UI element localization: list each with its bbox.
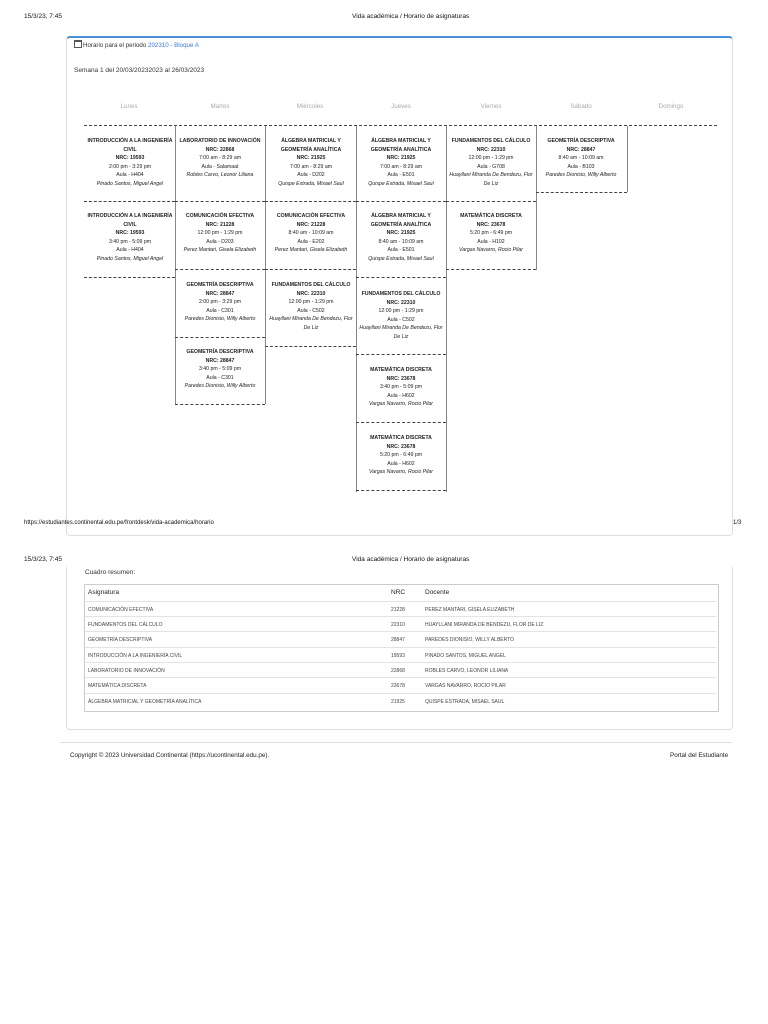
class-nrc: NRC: 21228 — [296, 221, 326, 228]
class-block[interactable] — [176, 348, 264, 391]
column-divider — [265, 126, 266, 404]
class-title: MATEMÁTICA DISCRETA — [460, 213, 522, 219]
class-nrc: NRC: 21925 — [386, 155, 416, 162]
class-nrc: NRC: 28847 — [566, 146, 596, 153]
class-time: 7:00 am - 8:29 am — [198, 155, 242, 162]
table-header — [85, 585, 716, 600]
class-nrc: NRC: 22310 — [296, 290, 326, 297]
class-room: Aula - D203 — [206, 238, 234, 245]
class-time: 8:40 am - 10:09 am — [558, 155, 604, 162]
period-link[interactable]: 202310 - Bloque A — [148, 42, 199, 49]
class-nrc: NRC: 22310 — [386, 299, 416, 306]
cell-asignatura: GEOMETRÍA DESCRIPTIVA — [88, 637, 153, 643]
class-block[interactable] — [357, 212, 445, 264]
class-block[interactable] — [176, 281, 264, 324]
slot-divider — [265, 346, 356, 347]
class-room: Aula - H404 — [116, 172, 144, 179]
class-professor: Paredes Dionisio, Willy Alberto — [545, 172, 617, 179]
table-row — [85, 662, 716, 678]
class-professor: Pinado Santos, Miguel Angel — [96, 180, 164, 187]
print-timestamp: 15/3/23, 7:45 — [24, 13, 62, 20]
class-room: Aula - C301 — [206, 307, 234, 314]
class-room: Aula - D202 — [297, 172, 325, 179]
class-professor: Perez Mantari, Gisela Elizabeth — [183, 247, 257, 254]
class-professor: Robles Carvo, Leonor Liliana — [186, 172, 254, 179]
class-block[interactable] — [86, 212, 174, 264]
class-time: 3:40 pm - 5:09 pm — [108, 238, 152, 245]
class-nrc: NRC: 23678 — [476, 221, 506, 228]
slot-divider — [265, 269, 356, 270]
class-professor: Vargas Navarro, Rocio Pilar — [458, 247, 524, 254]
class-title: ÁLGEBRA MATRICIAL Y GEOMETRÍA ANALÍTICA — [370, 213, 432, 228]
class-room: Aula - C502 — [387, 316, 415, 323]
class-room: Aula - B103 — [567, 163, 595, 170]
class-room: Aula - Salamaat — [201, 163, 239, 170]
class-room: Aula - H602 — [387, 460, 415, 467]
slot-divider — [356, 490, 446, 491]
period-prefix: Horario para el periodo — [83, 42, 147, 49]
slot-divider — [175, 269, 265, 270]
class-time: 12:00 pm - 1:29 pm — [468, 155, 514, 162]
cell-docente: PINADO SANTOS, MIGUEL ANGEL — [425, 653, 506, 659]
class-nrc: NRC: 23678 — [386, 375, 416, 382]
class-block[interactable] — [176, 212, 264, 255]
class-time: 8:40 am - 10:09 am — [288, 230, 334, 237]
slot-divider — [175, 404, 265, 405]
class-block[interactable] — [357, 290, 445, 342]
class-nrc: NRC: 23678 — [386, 443, 416, 450]
day-header: Jueves — [391, 103, 411, 110]
cell-docente: VARGAS NAVARRO, ROCIO PILAR — [425, 683, 506, 689]
cell-docente: QUISPE ESTRADA, MISAEL SAUL — [425, 699, 505, 705]
class-room: Aula - H102 — [477, 238, 505, 245]
print-url: https://estudiantes.continental.edu.pe/frontdesk/vida-academica/horario — [24, 520, 214, 526]
class-professor: Vargas Navarro, Rocio Pilar — [368, 401, 434, 408]
class-nrc: NRC: 28847 — [205, 290, 235, 297]
table-row — [85, 693, 716, 709]
cell-nrc: 19593 — [391, 653, 405, 659]
class-time: 12:00 pm - 1:29 pm — [288, 299, 334, 306]
class-nrc: NRC: 28847 — [205, 357, 235, 364]
class-title: FUNDAMENTOS DEL CÁLCULO — [451, 138, 531, 144]
schedule-card-title — [74, 40, 199, 49]
class-nrc: NRC: 19593 — [115, 230, 145, 237]
class-block[interactable] — [267, 212, 355, 255]
class-room: Aula - H404 — [116, 247, 144, 254]
class-professor: Huayllani Miranda De Bendezu, Flor De Liz — [359, 325, 443, 340]
day-header: Domingo — [658, 103, 684, 110]
cell-asignatura: COMUNICACIÓN EFECTIVA — [88, 607, 154, 613]
print-doc-title: Vida académica / Horario de asignaturas — [352, 13, 470, 20]
class-professor: Pinado Santos, Miguel Angel — [96, 255, 164, 262]
class-time: 7:00 am - 8:29 am — [289, 163, 333, 170]
class-nrc: NRC: 19593 — [115, 155, 145, 162]
column-header: Docente — [425, 589, 450, 596]
class-professor: Perez Mantari, Gisela Elizabeth — [274, 247, 348, 254]
class-title: ÁLGEBRA MATRICIAL Y GEOMETRÍA ANALÍTICA — [280, 138, 342, 153]
class-professor: Paredes Dionisio, Willy Alberto — [184, 383, 256, 390]
slot-divider — [265, 201, 356, 202]
class-block[interactable] — [357, 137, 445, 189]
cell-asignatura: FUNDAMENTOS DEL CÁLCULO — [88, 622, 163, 628]
class-professor: Paredes Dionisio, Willy Alberto — [184, 316, 256, 323]
class-professor: Huayllani Miranda De Bendezu, Flor De Liz — [449, 172, 533, 187]
day-header: Viernes — [480, 103, 502, 110]
table-row — [85, 677, 716, 693]
class-time: 12:00 pm - 1:29 pm — [197, 230, 243, 237]
class-title: INTRODUCCIÓN A LA INGENIERÍA CIVIL — [87, 138, 173, 153]
day-header: Sábado — [570, 103, 592, 110]
table-row — [85, 647, 716, 663]
cell-nrc: 21925 — [391, 699, 405, 705]
class-block[interactable] — [86, 137, 174, 189]
class-block[interactable] — [267, 137, 355, 189]
class-nrc: NRC: 22310 — [476, 146, 506, 153]
day-header: Miércoles — [296, 103, 324, 110]
class-title: COMUNICACIÓN EFECTIVA — [276, 213, 346, 219]
slot-divider — [356, 277, 446, 278]
cell-docente: HUAYLLANI MIRANDA DE BENDEZU, FLOR DE LIZ — [425, 622, 544, 628]
cell-asignatura: MATEMÁTICA DISCRETA — [88, 683, 147, 689]
page-number: 1/3 — [733, 520, 742, 526]
class-room: Aula - C502 — [297, 307, 325, 314]
cell-asignatura: LABORATORIO DE INNOVACIÓN — [88, 668, 165, 674]
class-time: 3:40 pm - 5:09 pm — [379, 384, 423, 391]
week-label: Semana 1 del 20/03/20232023 al 26/03/2023 — [74, 67, 205, 74]
class-nrc: NRC: 21228 — [205, 221, 235, 228]
slot-divider — [446, 269, 536, 270]
cell-asignatura: INTRODUCCIÓN A LA INGENIERÍA CIVIL — [88, 653, 183, 659]
class-block[interactable] — [267, 281, 355, 333]
class-time: 7:00 am - 8:29 am — [379, 163, 423, 170]
cell-nrc: 28847 — [391, 637, 405, 643]
class-block[interactable] — [537, 137, 625, 180]
cell-asignatura: ÁLGEBRA MATRICIAL Y GEOMETRÍA ANALÍTICA — [88, 699, 202, 705]
slot-divider — [84, 277, 175, 278]
slot-divider — [446, 201, 536, 202]
summary-title: Cuadro resumen: — [85, 569, 136, 576]
cell-nrc: 22868 — [391, 668, 405, 674]
class-title: INTRODUCCIÓN A LA INGENIERÍA CIVIL — [87, 213, 173, 228]
class-block[interactable] — [357, 434, 445, 477]
schedule-top-divider — [84, 125, 717, 126]
portal-link[interactable]: Portal del Estudiante — [670, 752, 729, 759]
day-header: Martes — [210, 103, 230, 110]
cell-docente: PEREZ MANTARI, GISELA ELIZABETH — [425, 607, 515, 613]
class-professor: Huayllani Miranda De Bendezu, Flor De Liz — [269, 316, 353, 331]
class-title: COMUNICACIÓN EFECTIVA — [185, 213, 255, 219]
class-block[interactable] — [357, 366, 445, 409]
column-divider — [627, 126, 628, 192]
class-room: Aula - G708 — [477, 163, 505, 170]
slot-divider — [84, 201, 175, 202]
class-time: 3:40 pm - 5:09 pm — [198, 366, 242, 373]
class-title: LABORATORIO DE INNOVACIÓN — [179, 138, 261, 144]
slot-divider — [175, 201, 265, 202]
class-professor: Quispe Estrada, Misael Saul — [368, 255, 434, 262]
cell-docente: ROBLES CARVO, LEONOR LILIANA — [425, 668, 509, 674]
class-time: 5:20 pm - 6:49 pm — [379, 452, 423, 459]
class-nrc: NRC: 21925 — [296, 155, 326, 162]
class-professor: Quispe Estrada, Misael Saul — [278, 180, 344, 187]
class-nrc: NRC: 22868 — [205, 146, 235, 153]
day-header: Lunes — [120, 103, 138, 110]
calendar-icon — [74, 40, 82, 48]
print-doc-title: Vida académica / Horario de asignaturas — [352, 556, 470, 563]
class-room: Aula - E202 — [297, 238, 325, 245]
class-room: Aula - E501 — [387, 247, 415, 254]
cell-docente: PAREDES DIONISIO, WILLY ALBERTO — [425, 637, 515, 643]
copyright-text: Copyright © 2023 Universidad Continental (https://ucontinental.edu.pe). — [70, 752, 270, 759]
table-row — [85, 631, 716, 647]
class-professor: Quispe Estrada, Misael Saul — [368, 180, 434, 187]
class-title: GEOMETRÍA DESCRIPTIVA — [186, 349, 254, 355]
column-header: Asignatura — [88, 589, 120, 596]
class-title: MATEMÁTICA DISCRETA — [370, 435, 432, 441]
class-room: Aula - E501 — [387, 172, 415, 179]
footer-divider — [60, 742, 732, 743]
slot-divider — [356, 422, 446, 423]
slot-divider — [356, 201, 446, 202]
class-block[interactable] — [447, 137, 535, 189]
class-title: GEOMETRÍA DESCRIPTIVA — [547, 138, 615, 144]
table-row — [85, 601, 716, 617]
class-title: ÁLGEBRA MATRICIAL Y GEOMETRÍA ANALÍTICA — [370, 138, 432, 153]
class-title: GEOMETRÍA DESCRIPTIVA — [186, 282, 254, 288]
cell-nrc: 21228 — [391, 607, 405, 613]
cell-nrc: 22310 — [391, 622, 405, 628]
class-time: 2:00 pm - 3:29 pm — [198, 299, 242, 306]
class-block[interactable] — [176, 137, 264, 180]
slot-divider — [175, 337, 265, 338]
class-time: 5:20 pm - 6:49 pm — [469, 230, 513, 237]
class-title: FUNDAMENTOS DEL CÁLCULO — [361, 291, 441, 297]
column-header: NRC — [391, 589, 406, 596]
class-time: 2:00 pm - 3:29 pm — [108, 163, 152, 170]
class-professor: Vargas Navarro, Rocio Pilar — [368, 469, 434, 476]
slot-divider — [536, 192, 627, 193]
cell-nrc: 23678 — [391, 683, 405, 689]
class-time: 12:00 pm - 1:29 pm — [378, 308, 424, 315]
class-title: MATEMÁTICA DISCRETA — [370, 367, 432, 373]
print-timestamp: 15/3/23, 7:45 — [24, 556, 62, 563]
slot-divider — [356, 354, 446, 355]
class-block[interactable] — [447, 212, 535, 255]
class-room: Aula - H602 — [387, 392, 415, 399]
class-time: 8:40 am - 10:09 am — [378, 238, 424, 245]
class-room: Aula - C301 — [206, 374, 234, 381]
table-row — [85, 616, 716, 632]
class-nrc: NRC: 21925 — [386, 230, 416, 237]
class-title: FUNDAMENTOS DEL CÁLCULO — [271, 282, 351, 288]
